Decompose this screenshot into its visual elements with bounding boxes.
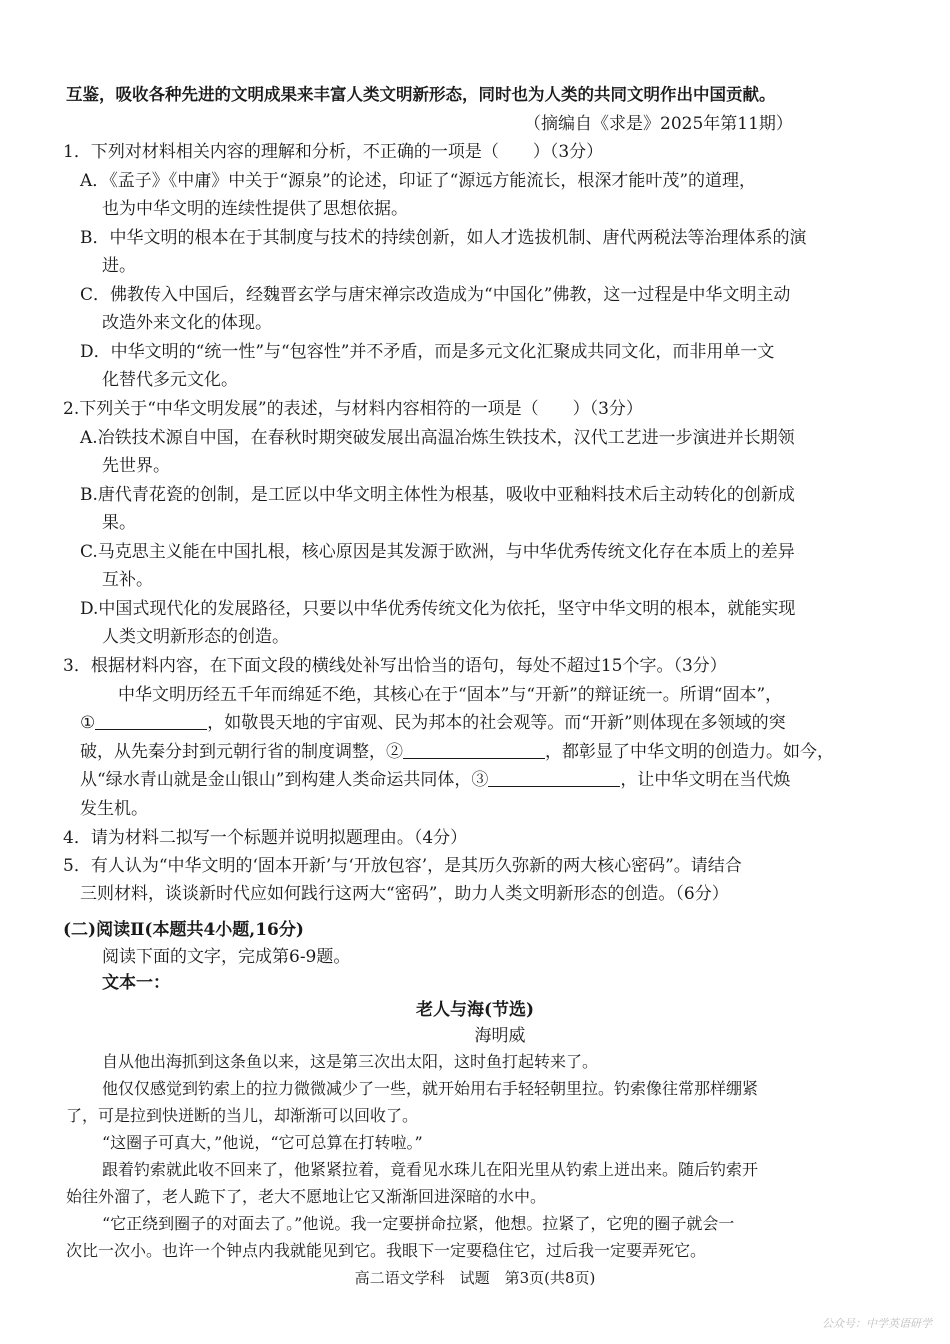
q1-option-c-cont: 改造外来文化的体现。	[102, 313, 272, 333]
story-paragraph-4: 跟着钓索就此收不回来了，他紧紧拉着，竟看见水珠儿在阳光里从钓索上迸出来。随后钓索开	[102, 1160, 759, 1179]
q3-passage-line-3	[80, 740, 834, 764]
answer-blank-1[interactable]	[95, 711, 207, 730]
q3-text-3: 破，从先秦分封到元朝行省的制度调整，②	[80, 742, 403, 762]
q1-option-c: C．佛教传入中国后，经魏晋玄学与唐宋禅宗改造成为“中国化”佛教，这一过程是中华文明主动	[80, 285, 791, 305]
story-paragraph-4-cont: 始往外溜了，老人跪下了，老大不愿地让它又渐渐回进深暗的水中。	[66, 1187, 547, 1206]
q1-option-b: B．中华文明的根本在于其制度与技术的持续创新，如人才选拔机制、唐代两税法等治理体系的演	[80, 228, 807, 248]
q2-option-a-cont: 先世界。	[102, 456, 170, 476]
q1-option-d: D．中华文明的“统一性”与“包容性”并不矛盾，而是多元文化汇聚成共同文化，而非用单一文	[80, 342, 775, 362]
story-title: 老人与海(节选)	[415, 1000, 535, 1020]
q3-passage-line-1: 中华文明历经五千年而绵延不绝，其核心在于“固本”与“开新”的辩证统一。所谓“固本”，	[118, 685, 783, 705]
q1-option-d-cont: 化替代多元文化。	[102, 370, 238, 390]
watermark: 公众号：中学英语研学	[822, 1317, 932, 1330]
blank-marker-1: ①	[80, 713, 96, 733]
q1-option-a: A．《孟子》《中庸》中关于“源泉”的论述，印证了“源远方能流长，根深才能叶茂”的道理，	[80, 171, 757, 191]
page-footer: 高二语文学科 试题 第3页(共8页)	[354, 1269, 596, 1287]
answer-blank-3[interactable]	[488, 768, 620, 787]
q3-text-2: ，如敬畏天地的宇宙观、民为邦本的社会观等。而“开新”则体现在多领域的突	[207, 713, 786, 733]
section-instruction: 阅读下面的文字，完成第6-9题。	[102, 947, 351, 967]
q2-option-b-cont: 果。	[102, 513, 136, 533]
story-paragraph-3: “这圈子可真大，”他说，“它可总算在打转啦。”	[102, 1133, 423, 1152]
q2-option-b: B.唐代青花瓷的创制，是工匠以中华文明主体性为根基，吸收中亚釉料技术后主动转化的创新成	[80, 485, 795, 505]
q1-stem: 1．下列对材料相关内容的理解和分析，不正确的一项是（ ）（3分）	[63, 142, 604, 162]
story-paragraph-5: “它正绕到圈子的对面去了。”他说。我一定要拼命拉紧，他想。拉紧了，它兜的圈子就会一	[102, 1214, 735, 1233]
q2-option-a: A.冶铁技术源自中国，在春秋时期突破发展出高温冶炼生铁技术，汉代工艺进一步演进并长期领	[80, 428, 795, 448]
q3-text-6: ，让中华文明在当代焕	[620, 770, 791, 790]
q2-stem: 2.下列关于“中华文明发展”的表述，与材料内容相符的一项是（ ）（3分）	[63, 399, 643, 419]
q3-text-5: 从“绿水青山就是金山银山”到构建人类命运共同体，③	[80, 770, 489, 790]
q1-option-a-cont: 也为中华文明的连续性提供了思想依据。	[102, 199, 408, 219]
story-paragraph-5-cont: 次比一次小。也许一个钟点内我就能见到它。我眼下一定要稳住它，过后我一定要弄死它。	[66, 1241, 707, 1260]
q3-passage-line-5: 发生机。	[80, 799, 148, 819]
q3-passage-line-4	[80, 768, 790, 792]
answer-blank-2[interactable]	[403, 740, 545, 759]
q4-stem: 4．请为材料二拟写一个标题并说明拟题理由。（4分）	[63, 828, 468, 848]
section-heading: (二)阅读Ⅱ(本题共4小题,16分)	[63, 920, 304, 940]
story-author: 海明威	[474, 1026, 526, 1046]
q3-stem: 3．根据材料内容，在下面文段的横线处补写出恰当的语句，每处不超过15个字。（3分）	[63, 656, 727, 676]
story-paragraph-2: 他仅仅感觉到钓索上的拉力微微减少了一些，就开始用右手轻轻朝里拉。钓索像往常那样绷紧	[102, 1079, 759, 1098]
q2-option-d: D.中国式现代化的发展路径，只要以中华优秀传统文化为依托，坚守中华文明的根本，就能实现	[80, 599, 796, 619]
q5-stem-cont: 三则材料，谈谈新时代应如何践行这两大“密码”，助力人类文明新形态的创造。（6分）	[80, 884, 729, 904]
q1-option-b-cont: 进。	[102, 256, 136, 276]
q5-stem: 5．有人认为“中华文明的‘固本开新’与‘开放包容’，是其历久弥新的两大核心密码”。请结合	[63, 856, 742, 876]
q3-text-4: ，都彰显了中华文明的创造力。如今，	[545, 742, 834, 762]
source-citation: （摘编自《求是》2025年第11期）	[524, 114, 793, 134]
text-label: 文本一：	[102, 973, 170, 993]
story-paragraph-2-cont: 了，可是拉到快迸断的当儿，却渐渐可以回收了。	[66, 1106, 419, 1125]
q3-passage-line-2	[80, 711, 786, 735]
story-paragraph-1: 自从他出海抓到这条鱼以来，这是第三次出太阳，这时鱼打起转来了。	[102, 1052, 599, 1071]
carry-over-line: 互鉴，吸收各种先进的文明成果来丰富人类文明新形态，同时也为人类的共同文明作出中国贡献。	[66, 85, 776, 104]
q2-option-c-cont: 互补。	[102, 570, 153, 590]
q2-option-d-cont: 人类文明新形态的创造。	[102, 627, 289, 647]
q2-option-c: C.马克思主义能在中国扎根，核心原因是其发源于欧洲，与中华优秀传统文化存在本质上的差异	[80, 542, 795, 562]
